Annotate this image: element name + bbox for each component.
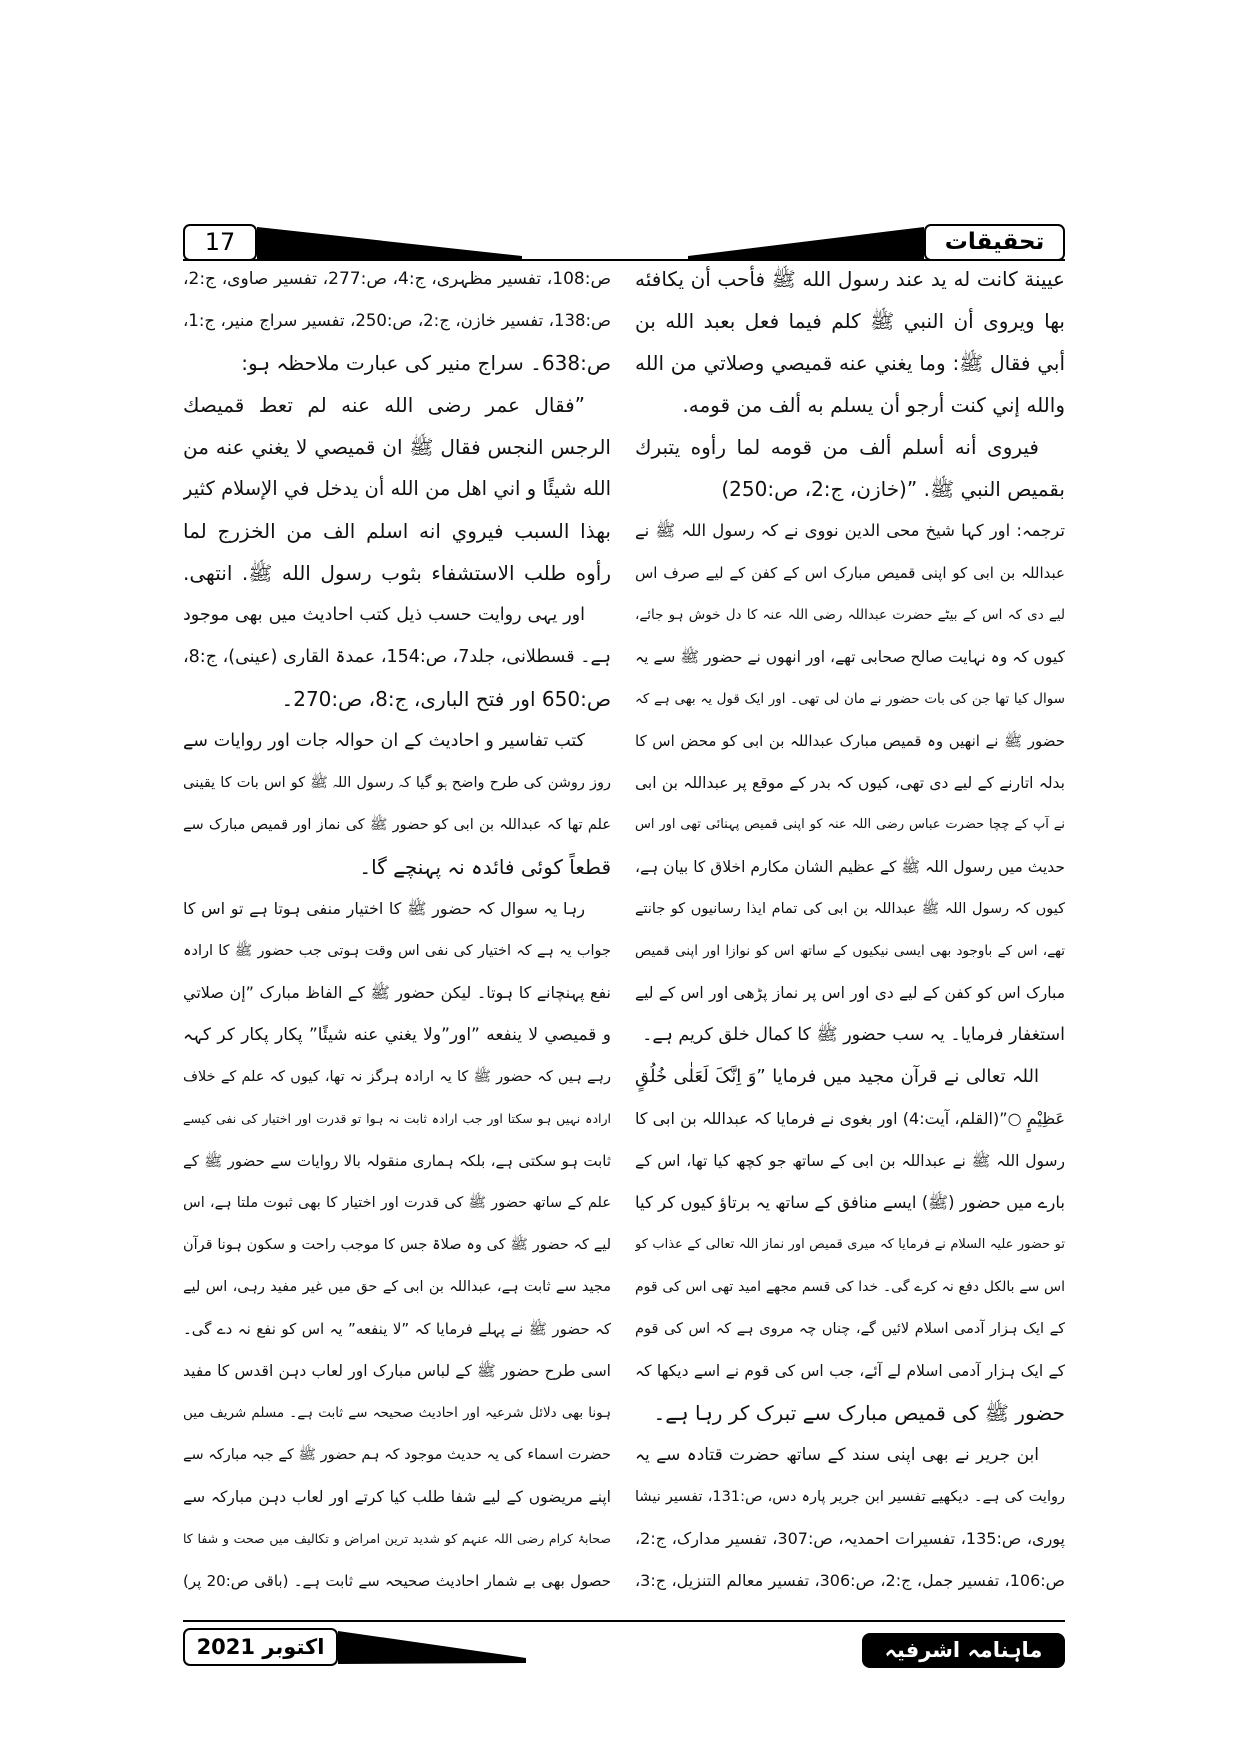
right-column-line: عيينة كانت له يد عند رسول الله ﷺ فأحب أن يكافئه <box>635 267 1065 291</box>
right-column-line: کیوں کہ رسول اللہ ﷺ عبداللہ بن ابی کی تمام ایذا رسانیوں کو جانتے <box>635 901 1065 917</box>
page-number: 17 <box>183 224 257 261</box>
right-column-line: تھے، اس کے باوجود بھی ایسی نیکیوں کے ساتھ اس کو نوازا اور اپنی قمیص <box>635 943 1065 959</box>
left-column-line: کتب تفاسیر و احادیث کے ان حوالہ جات اور روایات سے <box>183 731 585 751</box>
left-column-line: قطعاً کوئی فائدہ نہ پہنچے گا۔ <box>359 855 611 879</box>
left-column-line: الرجس النجس فقال ﷺ ان قميصي لا يغني عنه من <box>183 435 611 459</box>
left-column-line: ”فقال عمر رضى الله عنه لم تعط قميصك <box>183 393 585 417</box>
right-column-line: اس سے بالکل دفع نہ کرے گی۔ خدا کی قسم مجھے امید تھی اس کی قوم <box>635 1279 1065 1295</box>
right-column-line: کے ایک ہزار آدمی اسلام لائیں گے، چناں چہ مروی ہے کہ اس کی قوم <box>635 1321 1065 1337</box>
left-column <box>183 258 611 1602</box>
magazine-name: ماہنامہ اشرفیہ <box>862 1633 1065 1668</box>
right-column-line: حضور ﷺ نے انھیں وہ قمیص مبارک عبداللہ بن ابی کو محض اس کا <box>635 732 1065 750</box>
left-column-line: علم تھا کہ عبداللہ بن ابی کو حضور ﷺ کی نماز اور قمیص مبارک سے <box>183 817 611 833</box>
left-column-line: و قميصي لا ينفعه ”اور”ولا يغني عنه شيئًا” پکار پکار کر کہہ <box>183 1025 611 1045</box>
left-column-line: ہے۔ قسطلانی، جلد7، ص:154، عمدۃ القاری (عینی)، ج:8، <box>183 647 611 667</box>
left-column-line: لیے کہ حضور ﷺ کی وہ صلاۃ جس کا موجب راحت و سکون ہونا قرآن <box>183 1237 611 1253</box>
left-column-line: حصول بھی بے شمار احادیث صحیحہ سے ثابت ہے۔ (باقی ص:20 پر) <box>183 1572 611 1590</box>
left-column-line: کہ حضور ﷺ نے پہلے فرمایا کہ ”لا ينفعه” یہ اس کو نفع نہ دے گی۔ <box>183 1320 611 1338</box>
header-left-wedge <box>257 226 522 261</box>
right-column-line: سوال کیا تھا جن کی بات حضور نے مان لی تھی۔ اور ایک قول یہ بھی ہے کہ <box>635 691 1065 707</box>
left-column-line: ارادہ نہیں ہو سکتا اور جب ارادہ ثابت نہ ہوا تو قدرت اور اختیار کی نفی کیسے <box>183 1111 611 1126</box>
footer-left-wedge <box>338 1630 526 1665</box>
right-column-line: استغفار فرمایا۔ یہ سب حضور ﷺ کا کمال خلق کریم ہے۔ <box>642 1025 1065 1045</box>
right-column-line: تو حضور علیہ السلام نے فرمایا کہ میری قمیص اور نماز اللہ تعالی کے عذاب کو <box>635 1237 1065 1252</box>
header-right-wedge <box>688 226 924 261</box>
right-column-line: عبداللہ بن ابی کو اپنی قمیص مبارک اس کے کفن کے لیے صرف اس <box>635 564 1065 582</box>
right-column-line: ص:106، تفسیر جمل، ج:2، ص:306، تفسیر معالم التنزیل، ج:3، <box>635 1571 1065 1590</box>
left-column-line: رأوه طلب الاستشفاء بثوب رسول الله ﷺ. انتهى. <box>183 561 611 585</box>
left-column-line: بهذا السبب فيروي انه اسلم الف من الخزرج لما <box>183 519 611 543</box>
right-column-line: روایت کی ہے۔ دیکھیے تفسیر ابن جریر پارہ دس، ص:131، تفسیر نیشا <box>635 1489 1065 1505</box>
right-column-line: بقميص النبي ﷺ. ”(خازن، ج:2، ص:250) <box>721 477 1065 501</box>
left-column-line: اور یہی روایت حسب ذیل کتب احادیث میں بھی موجود <box>183 605 585 625</box>
left-column-line: رہے ہیں کہ حضور ﷺ کا یہ ارادہ ہرگز نہ تھا، کیوں کہ علم کے خلاف <box>183 1069 611 1085</box>
left-column-line: ص:650 اور فتح الباری، ج:8، ص:270۔ <box>281 687 611 711</box>
right-column-line: بدلہ اتارنے کے لیے دی تھی، کیوں کہ بدر کے موقع پر عبداللہ بن ابی <box>635 774 1065 792</box>
left-column-line: ثابت ہو سکتی ہے، بلکہ ہماری منقولہ بالا روایات سے حضور ﷺ کے <box>183 1152 611 1170</box>
section-title: تحقیقات <box>924 224 1065 261</box>
left-column-line: ص:138، تفسیر خازن، ج:2، ص:250، تفسیر سراج منیر، ج:1، <box>183 311 611 330</box>
left-column-line: ص:108، تفسیر مظہری، ج:4، ص:277، تفسیر صاوی، ج:2، <box>183 269 611 289</box>
right-column-line: پوری، ص:135، تفسیرات احمدیہ، ص:307، تفسیر مدارک، ج:2، <box>635 1529 1065 1548</box>
left-column-line: مجید سے ثابت ہے، عبداللہ بن ابی کے حق میں غیر مفید رہی، اس لیے <box>183 1279 611 1295</box>
left-column-line: اسی طرح حضور ﷺ کے لباس مبارک اور لعاب دہن اقدس کا مفید <box>183 1362 611 1380</box>
left-column-line: ص:638۔ سراج منیر کی عبارت ملاحظہ ہو: <box>241 351 611 375</box>
right-column-line: لیے دی کہ اس کے بیٹے حضرت عبداللہ رضی اللہ عنہ کا دل خوش ہو جائے، <box>635 607 1065 623</box>
left-column-line: حضرت اسماء کی یہ حدیث موجود کہ ہم حضور ﷺ کے جبہ مبارکہ سے <box>183 1447 611 1463</box>
left-column-line: ہونا بھی دلائل شرعیہ اور احادیث صحیحہ سے ثابت ہے۔ مسلم شریف میں <box>183 1405 611 1421</box>
right-column-line: نے آپ کے چچا حضرت عباس رضی اللہ عنہ کو اپنی قمیص پہنائی تھی اور اس <box>635 817 1065 832</box>
right-column-line: بارے میں حضور (ﷺ) ایسے منافق کے ساتھ یہ برتاؤ کیوں کر کیا <box>635 1193 1065 1212</box>
left-column-line: رہا یہ سوال کہ حضور ﷺ کا اختیار منفی ہوتا ہے تو اس کا <box>183 899 585 918</box>
right-column-line: حضور ﷺ کی قمیص مبارک سے تبرک کر رہا ہے۔ <box>653 1401 1065 1425</box>
left-column-line: صحابۂ کرام رضی اللہ عنہم کو شدید ترین امراض و تکالیف میں صحت و شفا کا <box>183 1531 611 1546</box>
left-column-line: اپنے مریضوں کے لیے شفا طلب کیا کرتے اور لعاب دہن مبارکہ سے <box>183 1488 611 1506</box>
right-column-line: فيروى أنه أسلم ألف من قومه لما رأوه يتبرك <box>635 435 1039 459</box>
right-column-line: بها ويروى أن النبي ﷺ كلم فيما فعل بعبد الله بن <box>635 309 1065 333</box>
right-column-line: اللہ تعالی نے قرآن مجید میں فرمایا ”وَ اِنَّکَ لَعَلٰی خُلُقٍ <box>635 1066 1039 1087</box>
right-column-line: ابن جریر نے بھی اپنی سند کے ساتھ حضرت قتادہ سے یہ <box>635 1445 1039 1465</box>
right-column-line: حدیث میں رسول اللہ ﷺ کے عظیم الشان مکارم اخلاق کا بیان ہے، <box>635 858 1065 876</box>
right-column-line: رسول اللہ ﷺ نے عبداللہ بن ابی کے ساتھ جو کچھ کیا تھا، اس کے <box>635 1152 1065 1170</box>
right-column-line: ترجمہ: اور کہا شیخ محی الدین نووی نے کہ رسول اللہ ﷺ نے <box>635 521 1065 540</box>
right-column-line: مبارک اس کو کفن کے لیے دی اور اس پر نماز پڑھی اور اس کے لیے <box>635 984 1065 1002</box>
right-column-line: أبي فقال ﷺ: وما يغني عنه قميصي وصلاتي من الله <box>635 351 1065 375</box>
left-column-line: نفع پہنچانے کا ہوتا۔ لیکن حضور ﷺ کے الفاظ مبارک ”إن صلاتي <box>183 983 611 1002</box>
left-column-line: جواب یہ ہے کہ اختیار کی نفی اس وقت ہوتی جب حضور ﷺ کا ارادہ <box>183 943 611 959</box>
left-column-line: الله شيئًا و اني اهل من الله أن يدخل في الإسلام كثير <box>183 477 611 500</box>
right-column-line: کیوں کہ وہ نہایت صالح صحابی تھے، اور انھوں نے حضور ﷺ سے یہ <box>635 648 1065 666</box>
left-column-line: روز روشن کی طرح واضح ہو گیا کہ رسول اللہ ﷺ کو اس بات کا یقینی <box>183 775 611 791</box>
issue-date: اکتوبر 2021 <box>183 1628 338 1666</box>
right-column-line: عَظِیْمٍ ○”(القلم، آیت:4) اور بغوی نے فرمایا کہ عبداللہ بن ابی کا <box>635 1109 1065 1128</box>
right-column <box>635 258 1065 1602</box>
left-column-line: علم کے ساتھ حضور ﷺ کی قدرت اور اختیار کا بھی ثبوت ملتا ہے، اس <box>183 1195 611 1211</box>
right-column-line: کے ایک ہزار آدمی اسلام لے آئے، جب اس کی قوم نے اسے دیکھا کہ <box>635 1362 1065 1380</box>
right-column-line: والله إني كنت أرجو أن يسلم به ألف من قومه. <box>682 393 1065 417</box>
footer-rule <box>183 1620 1065 1622</box>
